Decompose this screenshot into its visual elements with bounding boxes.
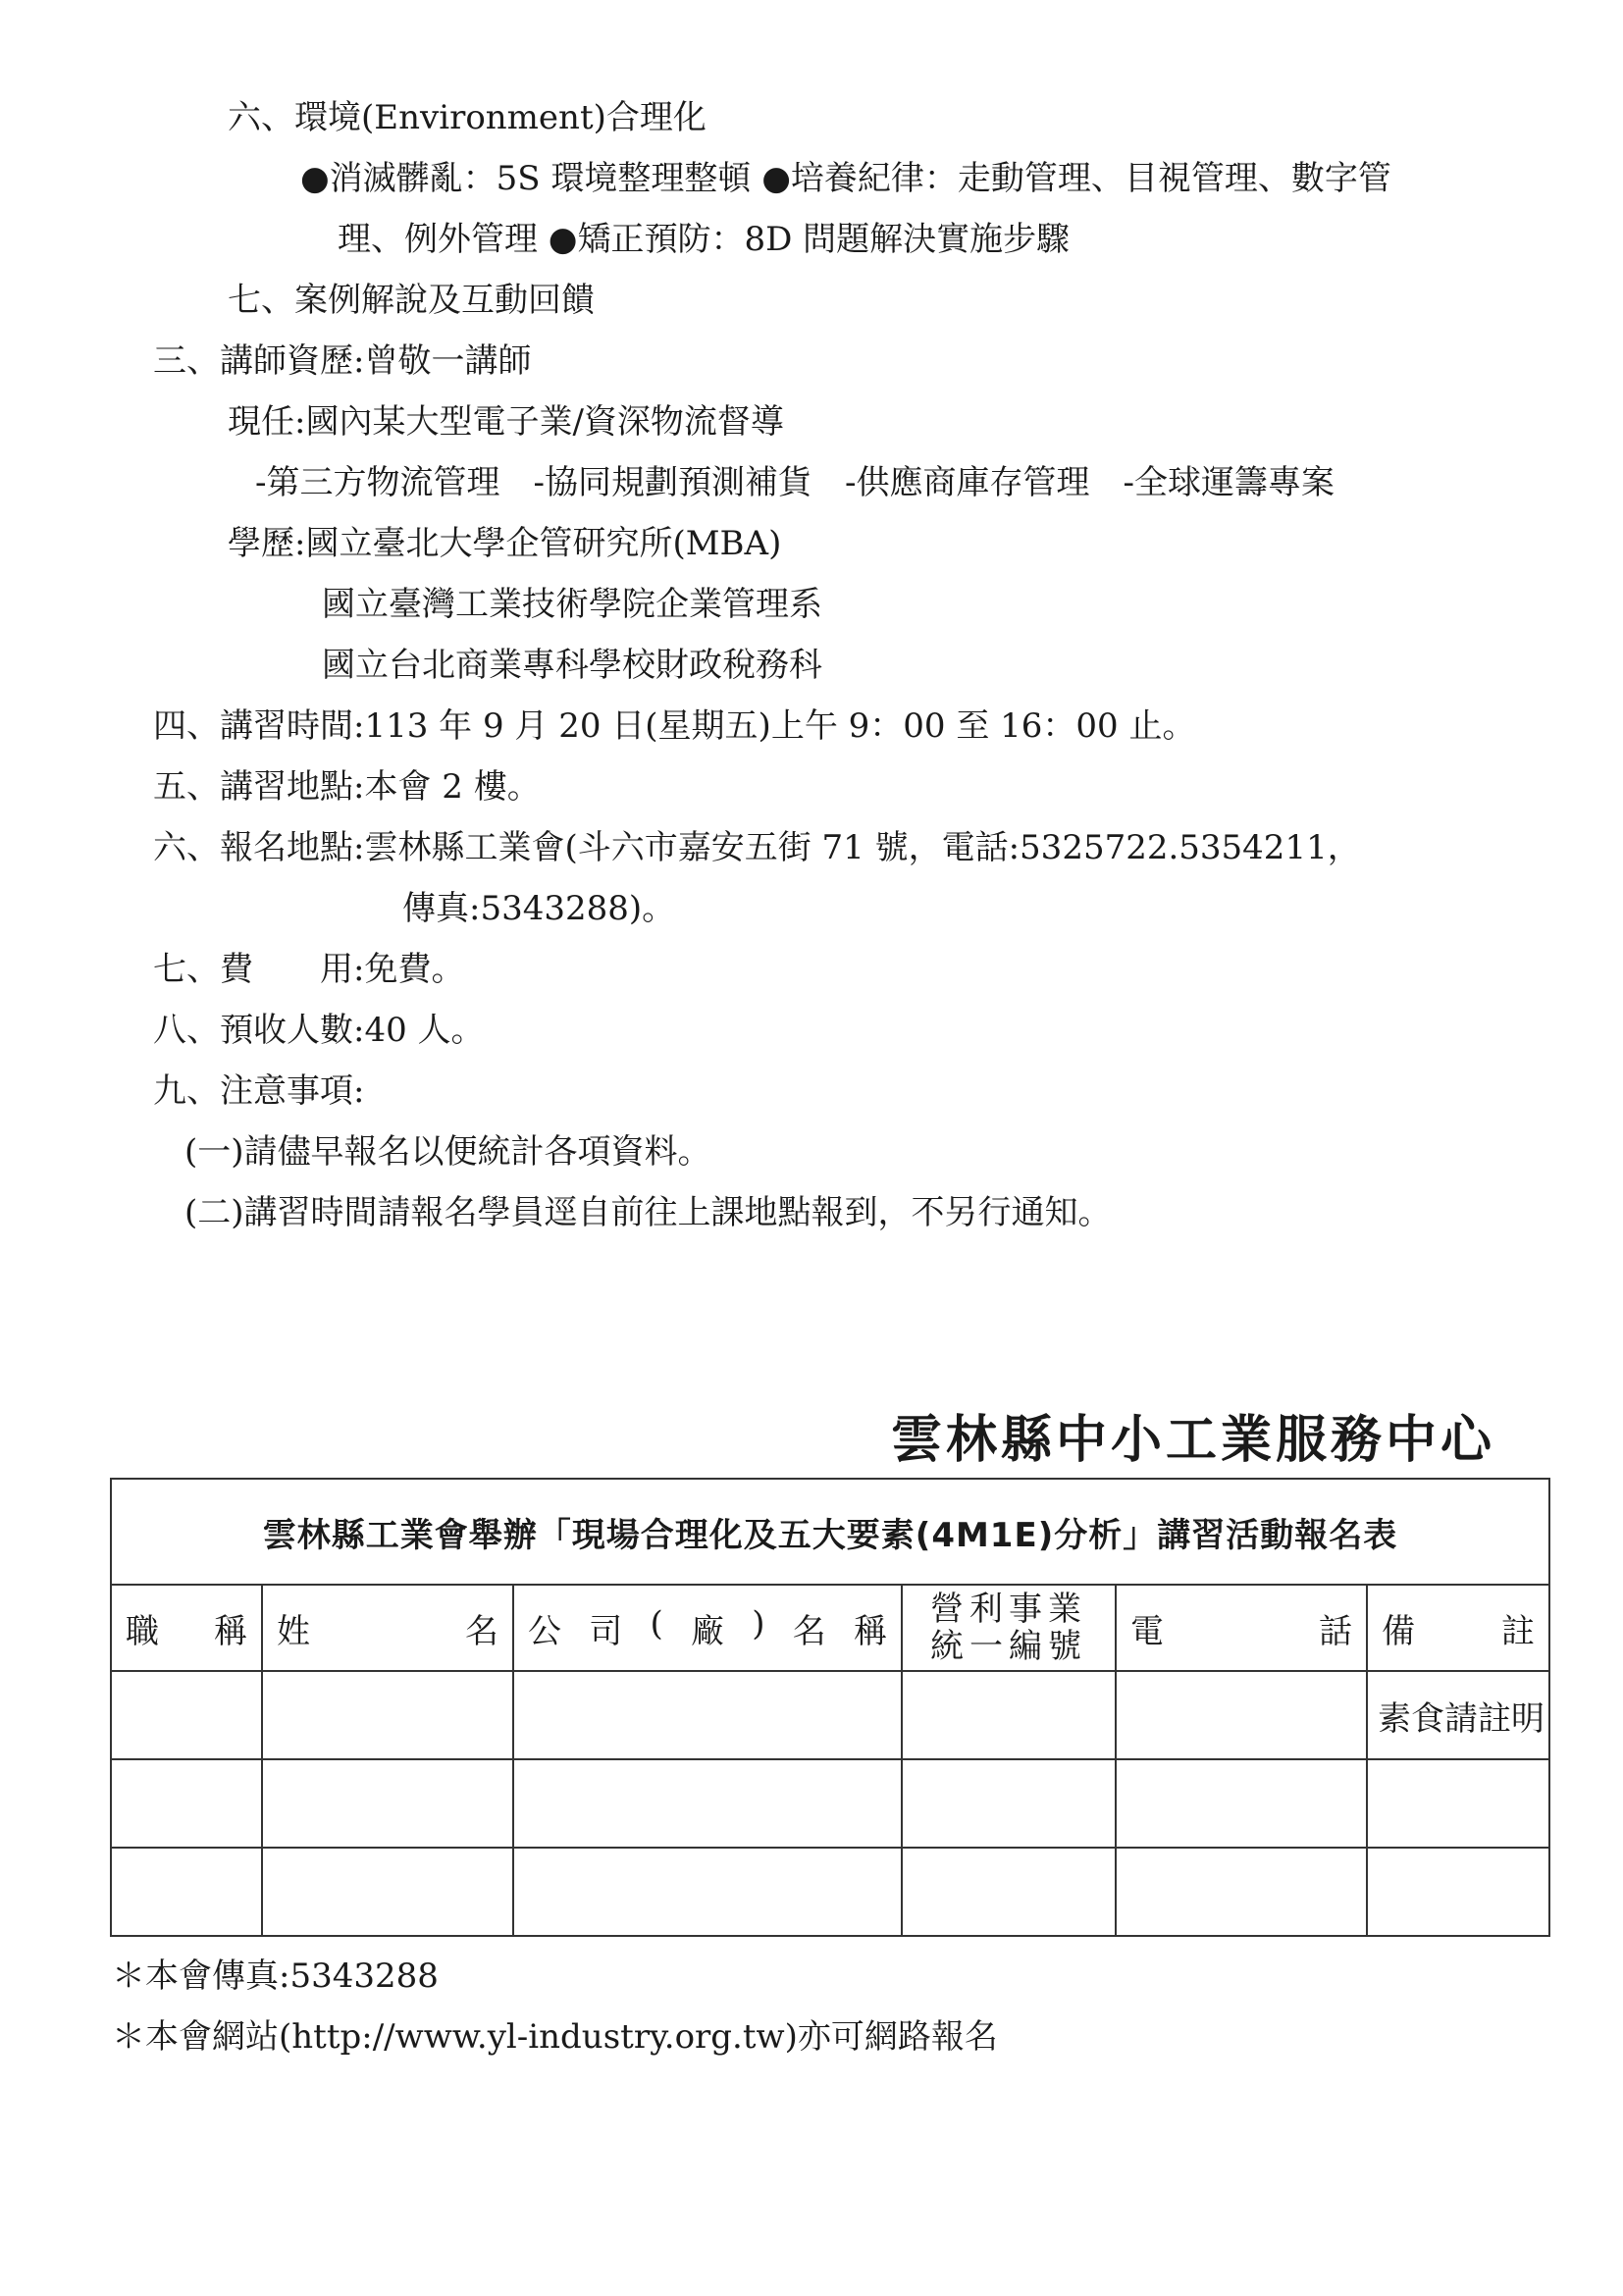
notes-heading: 九、注意事項: [153,1071,365,1111]
form-title: 雲林縣工業會舉辦「現場合理化及五大要素(4M1E)分析」講習活動報名表 [111,1479,1549,1585]
table-row [111,1759,1549,1848]
header-name: 姓 名 [262,1585,513,1671]
cell-remarks[interactable] [1367,1759,1549,1848]
table-row [111,1848,1549,1936]
registration-form-table [110,1478,1550,1937]
table-row [111,1671,1549,1759]
header-company: 公 司 ( 廠 ) 名 稱 [513,1585,902,1671]
header-job-title: 職 稱 [111,1585,262,1671]
environment-bullets-line1: ●消滅髒亂：5S 環境整理整頓 ●培養紀律：走動管理、目視管理、數字管 [300,159,1391,198]
header-remarks: 備 註 [1367,1585,1549,1671]
header-phone: 電 話 [1116,1585,1367,1671]
cell-remarks[interactable] [1367,1848,1549,1936]
registration-fax: 傳真:5343288)。 [402,889,676,928]
cell-job-title[interactable] [111,1759,262,1848]
section-environment: 六、環境(Environment)合理化 [228,98,707,137]
cell-phone[interactable] [1116,1759,1367,1848]
header-tax-id: 營利事業 統一編號 [902,1585,1116,1671]
cell-tax-id[interactable] [902,1848,1116,1936]
cell-job-title[interactable] [111,1848,262,1936]
instructor-education-2: 國立臺灣工業技術學院企業管理系 [322,585,822,624]
cell-company[interactable] [513,1671,902,1759]
cell-company[interactable] [513,1848,902,1936]
instructor-specialties: -第三方物流管理 -協同規劃預測補貨 -供應商庫存管理 -全球運籌專案 [255,463,1335,502]
organizer-name: 雲林縣中小工業服務中心 [890,1411,1495,1470]
cell-tax-id[interactable] [902,1759,1116,1848]
cell-company[interactable] [513,1759,902,1848]
note-item-1: (一)請儘早報名以便統計各項資料。 [184,1132,711,1172]
cell-phone[interactable] [1116,1671,1367,1759]
fee-line: 七、費 用:免費。 [153,950,465,989]
instructor-current-job: 現任:國內某大型電子業/資深物流督導 [228,402,784,442]
footer-fax: ＊本會傳真:5343288 [112,1957,439,1996]
session-time: 四、講習時間:113 年 9 月 20 日(星期五)上午 9：00 至 16：00 止。 [153,706,1196,746]
cell-job-title[interactable] [111,1671,262,1759]
cell-phone[interactable] [1116,1848,1367,1936]
capacity-line: 八、預收人數:40 人。 [153,1011,485,1050]
session-location: 五、講習地點:本會 2 樓。 [153,767,541,807]
environment-bullets-line2: 理、例外管理 ●矯正預防：8D 問題解決實施步驟 [338,220,1071,259]
section-case-study: 七、案例解說及互動回饋 [228,281,595,320]
registration-location: 六、報名地點:雲林縣工業會(斗六市嘉安五街 71 號，電話:5325722.5354211， [153,828,1361,867]
cell-remarks[interactable]: 素食請註明 [1367,1671,1549,1759]
cell-name[interactable] [262,1671,513,1759]
cell-name[interactable] [262,1848,513,1936]
footer-website: ＊本會網站(http://www.yl-industry.org.tw)亦可網路報名 [112,2017,998,2057]
instructor-heading: 三、講師資歷:曾敬一講師 [153,341,532,381]
cell-name[interactable] [262,1759,513,1848]
cell-tax-id[interactable] [902,1671,1116,1759]
note-item-2: (二)講習時間請報名學員逕自前往上課地點報到，不另行通知。 [184,1193,1112,1232]
instructor-education-1: 學歷:國立臺北大學企管研究所(MBA) [228,524,782,563]
instructor-education-3: 國立台北商業專科學校財政稅務科 [322,646,822,685]
